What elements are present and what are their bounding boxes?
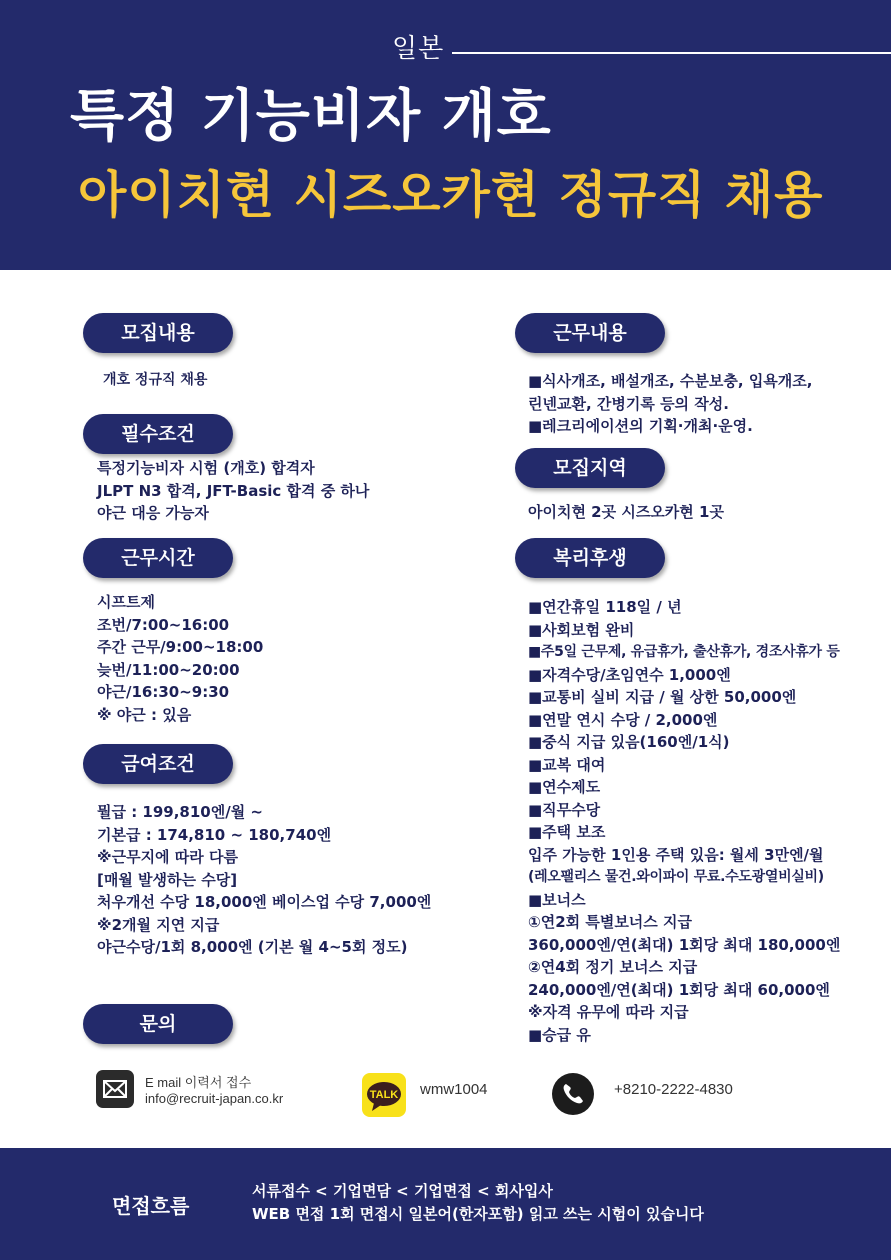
welfare-line: ■주5일 근무제, 유급휴가, 출산휴가, 경조사휴가 등	[528, 644, 840, 660]
salary-line: 야근수당/1회 8,000엔 (기본 월 4~5회 정도)	[97, 938, 408, 956]
email-contact	[145, 1075, 283, 1107]
section-pill-hours: 근무시간	[83, 538, 233, 578]
requirements-content	[97, 457, 369, 525]
requirement-line: 특정기능비자 시험 (개호) 합격자	[97, 459, 315, 477]
section-pill-work: 근무내용	[515, 313, 665, 353]
recruit-line: 개호 정규직 채용	[103, 372, 208, 388]
welfare-line: ■교통비 실비 지급 / 월 상한 50,000엔	[528, 688, 797, 706]
region-content	[528, 501, 724, 524]
welfare-line: ■주택 보조	[528, 823, 606, 841]
header-banner	[0, 0, 891, 270]
welfare-line: 240,000엔/연(최대) 1회당 최대 60,000엔	[528, 980, 830, 999]
welfare-content	[528, 596, 840, 1046]
section-pill-salary: 금여조건	[83, 744, 233, 784]
work-line: ■식사개조, 배설개조, 수분보충, 입욕개조,	[528, 372, 813, 390]
welfare-line: ■사회보험 완비	[528, 620, 635, 639]
section-pill-inquiry: 문의	[83, 1004, 233, 1044]
welfare-line: 입주 가능한 1인용 주택 있음: 월세 3만엔/월	[528, 845, 824, 864]
welfare-line: 360,000엔/연(최대) 1회당 최대 180,000엔	[528, 935, 841, 954]
section-pill-welfare: 복리후생	[515, 538, 665, 578]
welfare-line: ■연수제도	[528, 778, 601, 796]
hours-line: 야근/16:30~9:30	[97, 683, 230, 701]
welfare-line: ■자격수당/초임연수 1,000엔	[528, 665, 731, 684]
salary-content	[97, 801, 431, 959]
hours-line: 시프트제	[97, 593, 155, 611]
country-label: 일본	[392, 34, 445, 64]
welfare-line: ■보너스	[528, 890, 586, 909]
email-label: E mail 이력서 접수	[145, 1075, 252, 1090]
main-title: 특정 기능비자 개호	[70, 84, 552, 149]
talk-badge-text: TALK	[369, 1089, 399, 1101]
hours-line: 주간 근무/9:00~18:00	[97, 638, 264, 656]
work-line: 린넨교환, 간병기록 등의 작성.	[528, 394, 729, 413]
sub-title: 아이치현 시즈오카현 정규직 채용	[78, 166, 824, 224]
hours-content	[97, 591, 263, 726]
salary-line: 기본급 : 174,810 ~ 180,740엔	[97, 825, 332, 844]
salary-line: 뭘급 : 199,810엔/월 ~	[97, 803, 263, 821]
hours-line: 늦번/11:00~20:00	[97, 660, 240, 679]
welfare-line: ②연4회 정기 보너스 지급	[528, 958, 698, 976]
requirement-line: JLPT N3 합격, JFT-Basic 합격 중 하나	[97, 481, 370, 500]
welfare-line: ■연간휴일 118일 / 년	[528, 598, 682, 616]
header-divider	[452, 52, 891, 54]
welfare-line: (레오팰리스 물건.와이파이 무료.수도광열비실비)	[528, 869, 824, 885]
work-content	[528, 370, 812, 438]
phone-icon	[552, 1073, 594, 1115]
welfare-line: ■교복 대여	[528, 755, 606, 774]
section-pill-recruit: 모집내용	[83, 313, 233, 353]
kakao-id[interactable]: wmw1004	[420, 1081, 488, 1098]
email-address[interactable]: info@recruit-japan.co.kr	[145, 1091, 284, 1106]
welfare-line: ①연2회 특별보너스 지급	[528, 913, 692, 931]
region-line: 아이치현 2곳 시즈오카현 1곳	[528, 503, 724, 521]
requirement-line: 야근 대응 가능자	[97, 504, 209, 522]
interview-flow-line: WEB 면접 1회 면접시 일본어(한자포함) 읽고 쓰는 시험이 있습니다	[252, 1205, 704, 1223]
welfare-line: ■연말 연시 수당 / 2,000엔	[528, 710, 718, 729]
welfare-line: ■직무수당	[528, 800, 601, 819]
salary-line: ※근무지에 따라 다름	[97, 848, 238, 866]
salary-line: [매월 발생하는 수당]	[97, 870, 238, 889]
welfare-line: ■승급 유	[528, 1025, 591, 1044]
hours-line: 조번/7:00~16:00	[97, 615, 230, 634]
hours-line: ※ 야근 : 있음	[97, 705, 192, 724]
footer-banner	[0, 1148, 891, 1260]
mail-icon	[96, 1070, 134, 1108]
phone-number[interactable]: +8210-2222-4830	[614, 1081, 733, 1098]
kakaotalk-icon	[362, 1073, 406, 1117]
welfare-line: ※자격 유무에 따라 지급	[528, 1003, 689, 1021]
salary-line: ※2개월 지연 지급	[97, 915, 220, 934]
recruit-content	[103, 369, 207, 392]
section-pill-region: 모집지역	[515, 448, 665, 488]
interview-flow-line: 서류접수 < 기업면담 < 기업면접 < 회사입사	[252, 1182, 553, 1200]
welfare-line: ■중식 지급 있음(160엔/1식)	[528, 733, 730, 751]
work-line: ■레크리에이션의 기획·개최·운영.	[528, 417, 753, 435]
interview-flow-text	[252, 1180, 704, 1226]
interview-flow-title: 면접흐름	[112, 1194, 190, 1218]
salary-line: 처우개선 수당 18,000엔 베이스업 수당 7,000엔	[97, 893, 432, 911]
section-pill-requirements: 필수조건	[83, 414, 233, 454]
